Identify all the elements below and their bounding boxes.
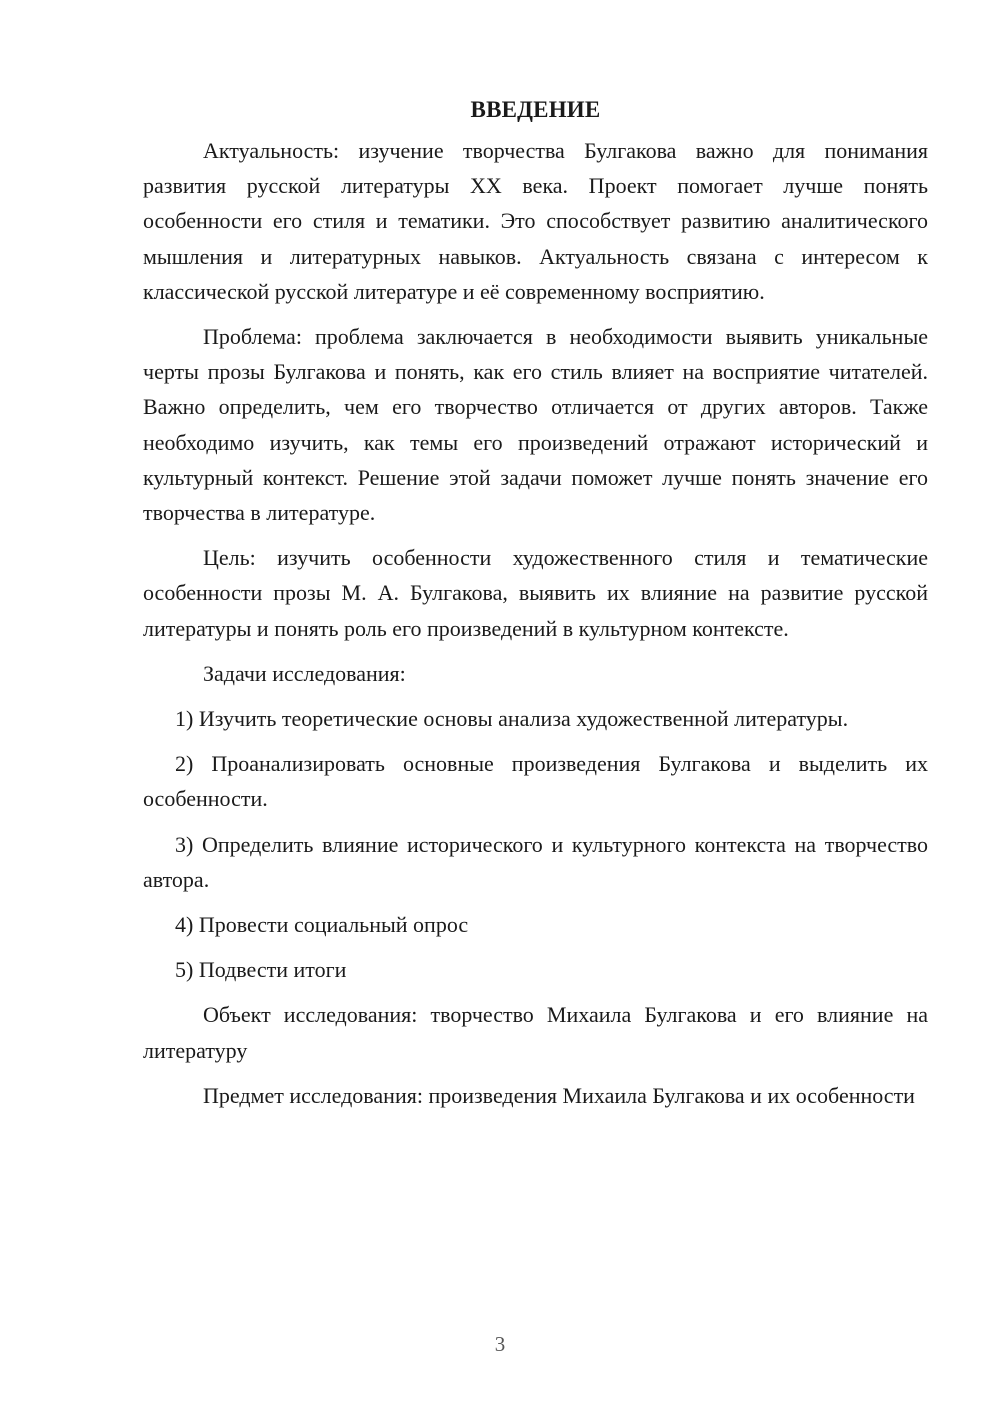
goal-paragraph: Цель: изучить особенности художественного стиля и тематические особенности прозы М. А. Булгакова, выявить их влияние на развитие русской литературы и понять роль его произведений в культурном контексте. [143, 545, 928, 641]
subject-paragraph: Предмет исследования: произведения Михаила Булгакова и их особенности [203, 1082, 915, 1108]
task-item-2: 2) Проанализировать основные произведения Булгакова и выделить их особенности. [143, 751, 928, 812]
document-page [143, 95, 928, 1123]
relevance-paragraph: Актуальность: изучение творчества Булгакова важно для понимания развития русской литературы XX века. Проект помогает лучше понять особенности его стиля и тематики. Это способствует развитию аналитического мышления и литературных навыков. Актуальность связана с интересом к классической русской литературе и её современному восприятию. [143, 138, 928, 304]
page-number: 3 [494, 1332, 506, 1356]
task-item-3: 3) Определить влияние исторического и культурного контекста на творчество автора. [143, 831, 928, 892]
object-paragraph: Объект исследования: творчество Михаила Булгакова и его влияние на литературу [143, 1002, 928, 1063]
task-item-4: 4) Провести социальный опрос [175, 912, 469, 938]
task-item-5: 5) Подвести итоги [175, 957, 347, 983]
tasks-heading: Задачи исследования: [203, 660, 406, 686]
section-title: ВВЕДЕНИЕ [470, 97, 601, 122]
task-item-1: 1) Изучить теоретические основы анализа художественной литературы. [175, 706, 849, 732]
problem-paragraph: Проблема: проблема заключается в необходимости выявить уникальные черты прозы Булгакова и понять, как его стиль влияет на восприятие читателей. Важно определить, чем его творчество отличается от других авторов. Также необходимо изучить, как темы его произведений отражают исторический и культурный контекст. Решение этой задачи поможет лучше понять значение его творчества в литературе. [143, 324, 928, 526]
